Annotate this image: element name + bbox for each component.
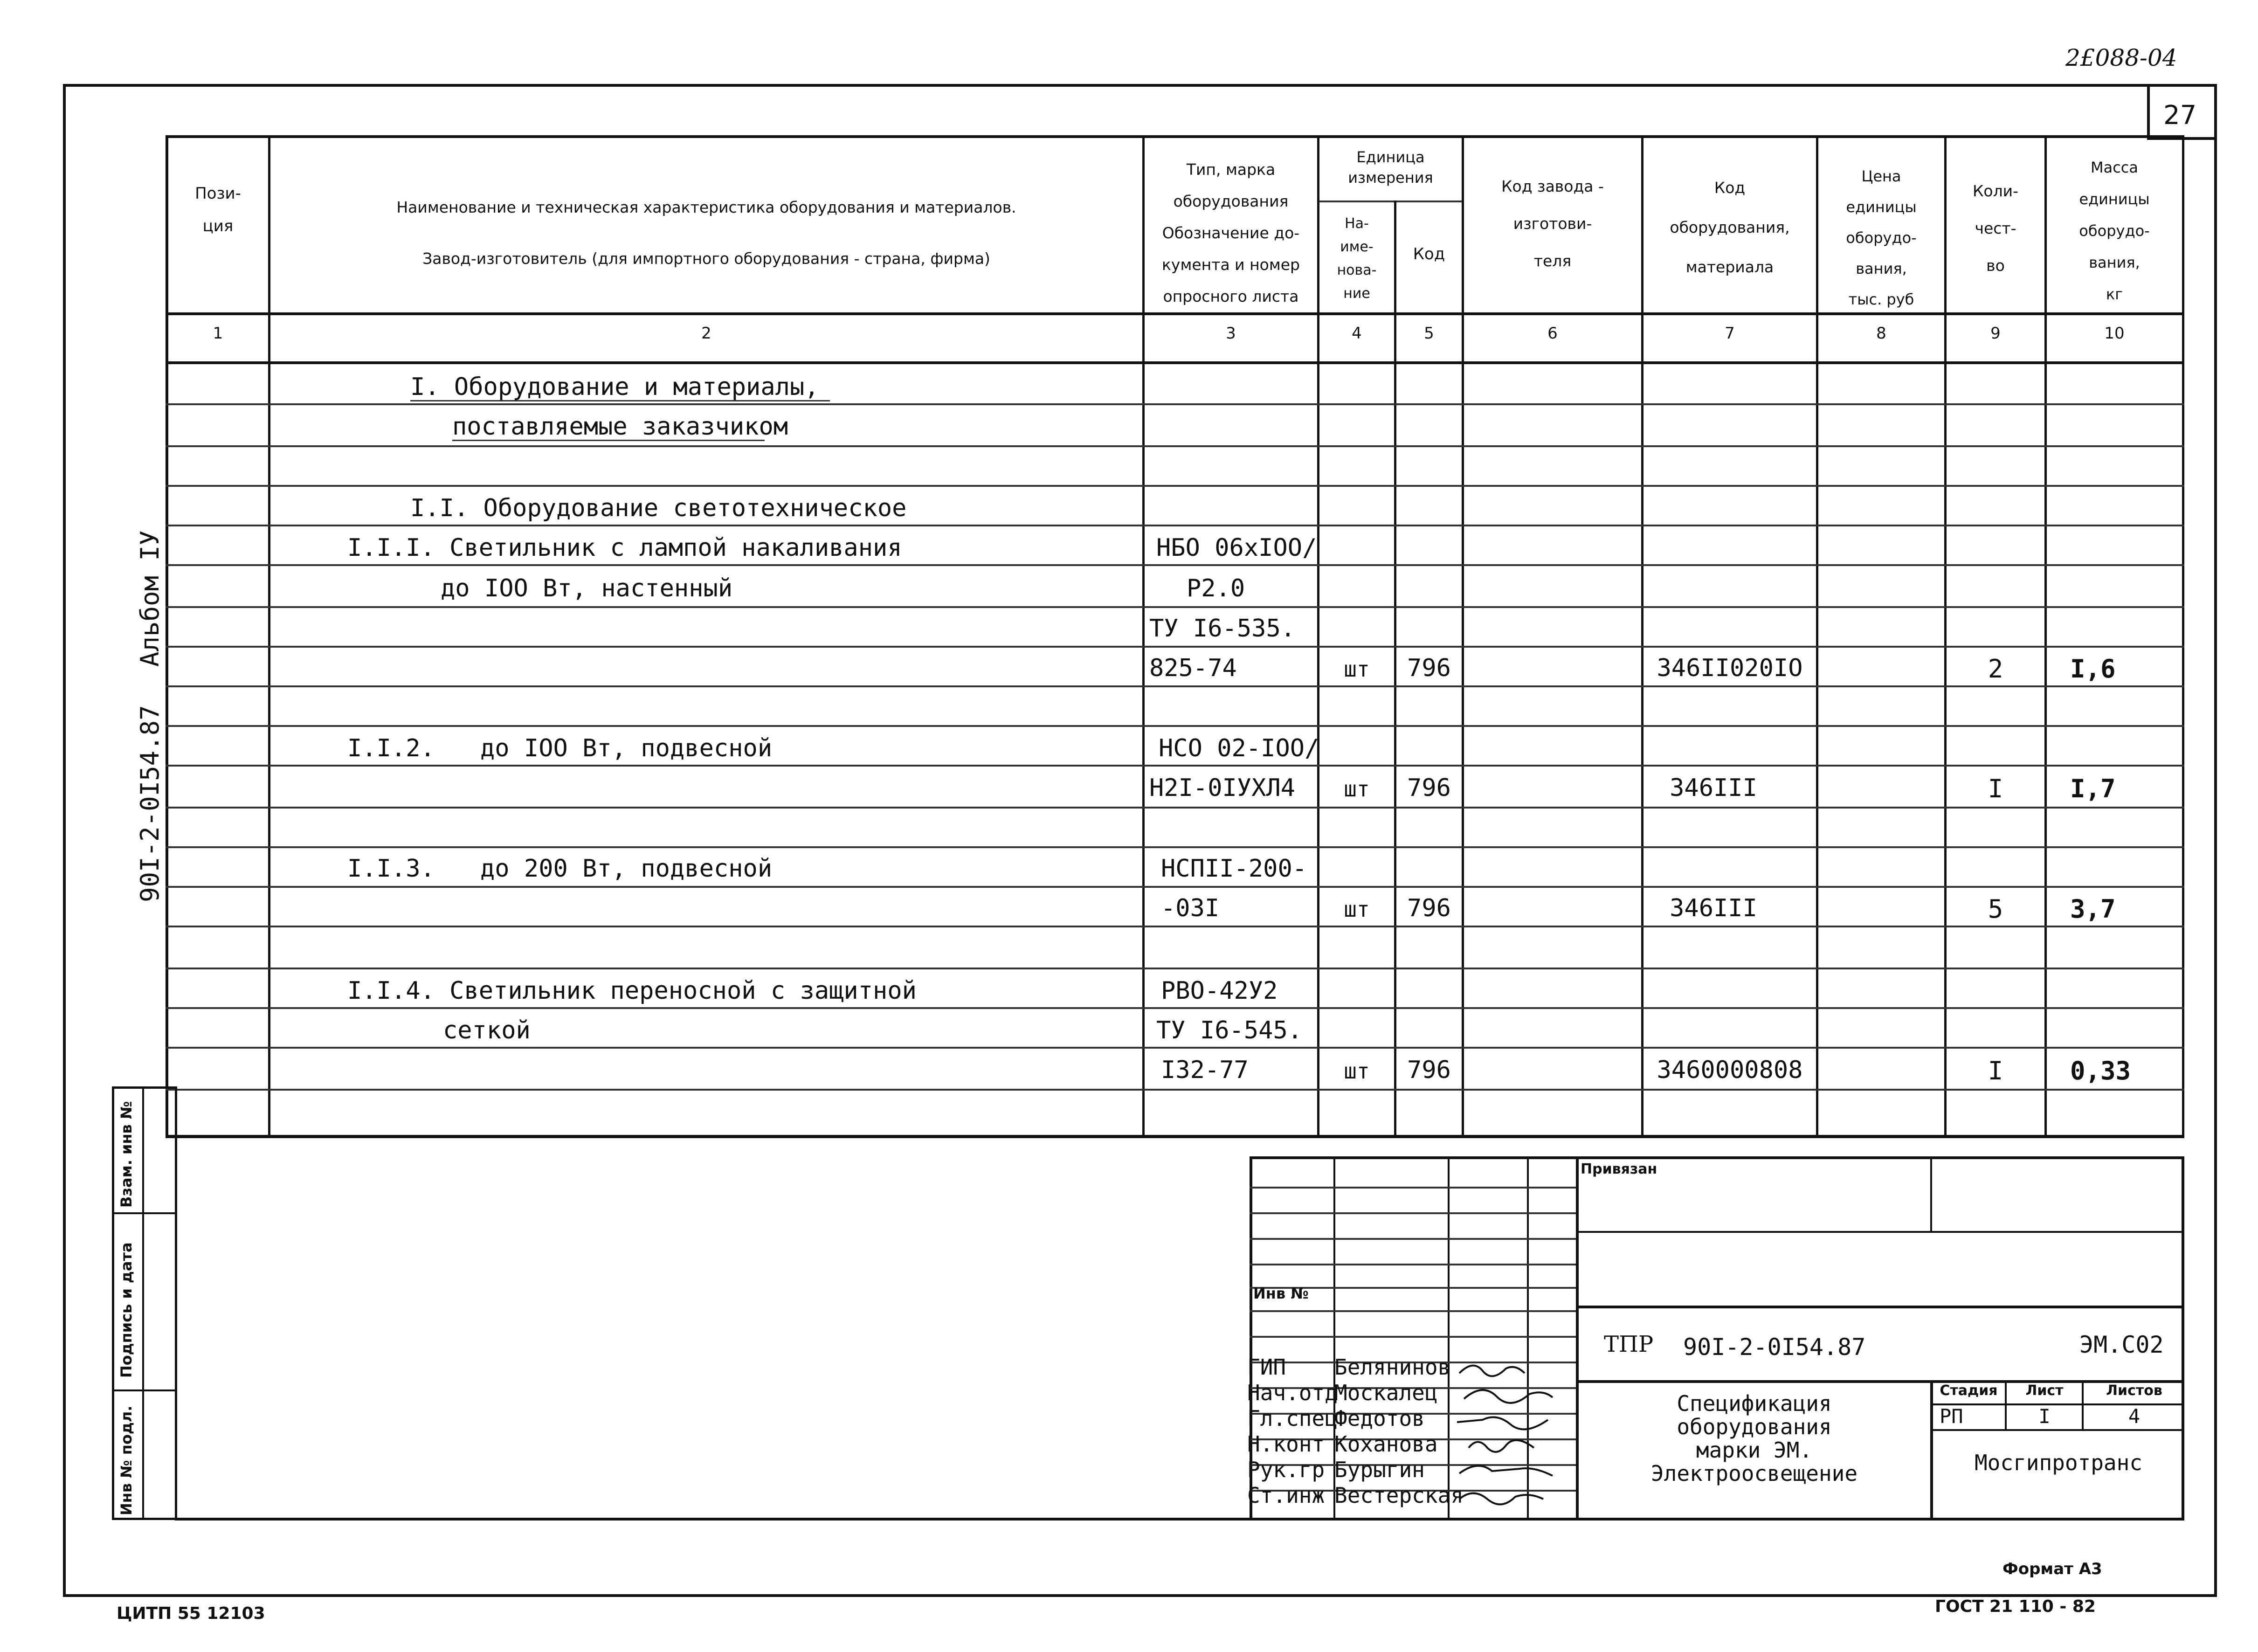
item1-quantity: 2 xyxy=(1988,654,2003,684)
item4-equipment-code: 3460000808 xyxy=(1657,1056,1803,1084)
header-unit-code: Код xyxy=(1413,245,1445,263)
item4-type-2: ТУ I6-545. xyxy=(1156,1016,1303,1044)
section-title-line2: поставляемые заказчиком xyxy=(452,413,788,441)
item1-type-3: ТУ I6-535. xyxy=(1149,615,1296,643)
item2-type-1: НСО 02-IOO/ xyxy=(1159,734,1319,762)
item3-unit-code: 796 xyxy=(1407,894,1451,922)
item4-type-3: I32-77 xyxy=(1161,1056,1249,1084)
col-num-4: 4 xyxy=(1352,324,1362,343)
item1-type-1: НБО 06хIOO/ xyxy=(1156,534,1317,562)
col-num-9: 9 xyxy=(1990,324,2001,343)
header-name: Наименование и техническая характеристика оборудования и материалов. Завод-изготовитель (для импортного оборудования - страна, фирма) xyxy=(396,198,1016,268)
item1-unit-code: 796 xyxy=(1407,654,1451,682)
item2-unit-code: 796 xyxy=(1407,774,1451,802)
header-position: Пози- ция xyxy=(195,184,241,235)
tpr-label: ТПР xyxy=(1604,1331,1654,1357)
document-top-code: 2£088-04 xyxy=(2065,44,2177,71)
item3-equipment-code: 346III xyxy=(1670,894,1757,922)
col-num-7: 7 xyxy=(1725,324,1735,343)
sig-fedotov xyxy=(1457,1417,1548,1429)
header-factory-code: Код завода - изготови- теля xyxy=(1501,177,1604,270)
header-mass: Масса единицы оборудо- вания, кг xyxy=(2079,159,2150,303)
item1-equipment-code: 346II020IO xyxy=(1657,654,1803,682)
names-list: Белянинов Москалец Федотов Коханова Бурыгин Вестерская xyxy=(1334,1355,1464,1508)
item3-position: I.I.3. xyxy=(347,855,435,883)
col-num-1: 1 xyxy=(213,324,223,343)
side-doc-code: 90I-2-0I54.87 xyxy=(135,705,165,902)
citp-label: ЦИТП 55 12103 xyxy=(117,1604,265,1623)
item3-quantity: 5 xyxy=(1988,894,2003,924)
album-label: Альбом IУ xyxy=(135,530,165,667)
col-num-6: 6 xyxy=(1547,324,1558,343)
gost-label: ГОСТ 21 110 - 82 xyxy=(1935,1597,2096,1616)
item4-unit: шт xyxy=(1344,1058,1370,1084)
spec-title: Спецификация оборудования марки ЭМ. Электроосвещение xyxy=(1650,1391,1858,1486)
signatures xyxy=(1455,1355,1571,1511)
title-sheet-code: ЭМ.С02 xyxy=(2079,1331,2164,1358)
item3-unit: шт xyxy=(1344,897,1370,922)
sheets-value: 4 xyxy=(2128,1405,2141,1428)
item3-name: до 200 Вт, подвесной xyxy=(480,855,773,883)
stamp-original-inv: Инв № подл. xyxy=(117,1405,135,1515)
item1-unit: шт xyxy=(1344,657,1370,682)
stamp-signature-date: Подпись и дата xyxy=(117,1242,135,1378)
header-quantity: Коли- чест- во xyxy=(1972,182,2019,275)
col-num-10: 10 xyxy=(2104,324,2125,343)
subsection-title: I.I. Оборудование светотехническое xyxy=(410,494,907,522)
item2-equipment-code: 346III xyxy=(1670,774,1757,802)
stage-label: Стадия xyxy=(1940,1382,1998,1399)
header-price: Цена единицы оборудо- вания, тыс. руб xyxy=(1846,167,1917,308)
sig-vesterskaya xyxy=(1459,1493,1543,1505)
col-num-3: 3 xyxy=(1226,324,1236,343)
privyazan-label: Привязан xyxy=(1581,1161,1657,1177)
item1-type-4: 825-74 xyxy=(1149,654,1237,682)
title-doc-code: 90I-2-0I54.87 xyxy=(1683,1334,1866,1361)
item3-mass: 3,7 xyxy=(2070,894,2116,924)
item4-mass: 0,33 xyxy=(2070,1056,2131,1085)
item2-name: до IOO Вт, подвесной xyxy=(480,734,773,762)
item1-name-line1: I.I.I. Светильник с лампой накаливания xyxy=(347,534,902,562)
item4-name-line1: I.I.4. Светильник переносной с защитной xyxy=(347,977,917,1005)
header-equipment-code: Код оборудования, материала xyxy=(1670,179,1790,276)
sig-kokhanova xyxy=(1469,1440,1534,1452)
stamp-replace-inv: Взам. инв № xyxy=(117,1101,135,1208)
item4-unit-code: 796 xyxy=(1407,1056,1451,1084)
item1-name-line2: до IOO Вт, настенный xyxy=(441,574,733,602)
item1-type-2: Р2.0 xyxy=(1187,574,1245,602)
sheet-value: I xyxy=(2038,1405,2051,1428)
item4-name-line2: сеткой xyxy=(443,1016,531,1044)
header-unit: Единица измерения xyxy=(1348,148,1433,187)
item2-type-2: Н2I-0IУХЛ4 xyxy=(1149,774,1296,802)
stage-value: РП xyxy=(1940,1405,1963,1428)
sig-burygin xyxy=(1459,1466,1553,1476)
header-type: Тип, марка оборудования Обозначение до- кумента и номер опросного листа xyxy=(1161,160,1300,305)
roles-list: ГИП Нач.отд Гл.спец Н.конт Рук.гр Ст.инж xyxy=(1247,1355,1338,1508)
item3-type-2: -03I xyxy=(1161,894,1220,922)
format-label: Формат А3 xyxy=(2003,1560,2102,1578)
section-title-line1: I. Оборудование и материалы, xyxy=(410,373,819,401)
item3-type-1: НСПII-200- xyxy=(1161,855,1307,883)
item2-position: I.I.2. xyxy=(347,734,435,762)
sheets-label: Листов xyxy=(2106,1382,2162,1399)
col-num-5: 5 xyxy=(1424,324,1434,343)
inv-no-label: Инв № xyxy=(1253,1285,1309,1302)
sig-belyaninov xyxy=(1459,1366,1525,1376)
header-unit-name: На- име- нова- ние xyxy=(1337,215,1377,302)
sheet-number: 27 xyxy=(2163,100,2197,131)
col-num-8: 8 xyxy=(1876,324,1886,343)
sig-moskalets xyxy=(1464,1390,1553,1403)
col-num-2: 2 xyxy=(701,324,711,343)
item1-mass: I,6 xyxy=(2070,654,2116,684)
item4-type-1: РВО-42У2 xyxy=(1161,977,1278,1005)
item2-mass: I,7 xyxy=(2070,774,2116,803)
sheet-label: Лист xyxy=(2025,1382,2064,1399)
item2-quantity: I xyxy=(1988,774,2003,803)
organization: Мосгипротранс xyxy=(1974,1450,2143,1475)
item4-quantity: I xyxy=(1988,1056,2003,1085)
item2-unit: шт xyxy=(1344,776,1370,802)
